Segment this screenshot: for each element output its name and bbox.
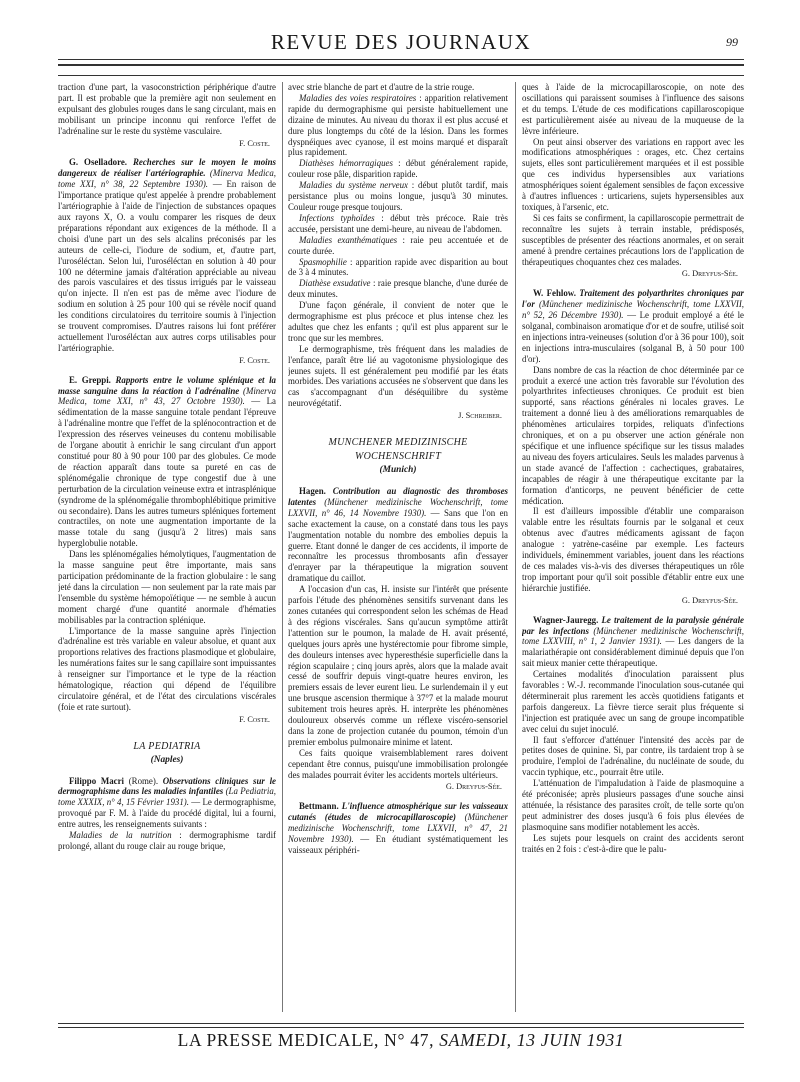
article-title: Rapports entre le volume splénique et la masse sanguine dans la réaction à l'adrénaline [58, 374, 276, 396]
footer-day: SAMEDI, [439, 1030, 517, 1050]
item-label: Diathèse exsudative [299, 278, 371, 289]
column-divider [282, 82, 283, 1012]
article-reference: (Münchener medizinische Wochenschrift, tome LXXVIII, n° 1, 2 Janvier 1931). [522, 625, 744, 647]
item-text: : dermographisme tardif prolongé, allant du rouge clair au rouge brique, [58, 830, 276, 851]
list-item [288, 257, 508, 279]
item-text: : apparition relativement rapide du dermographisme qui persiste habituellement une dizaine de minutes. Au niveau du thorax il est plus accusé et dure plus longtemps du côté de la lésion. Dans les formes dyspnéiques avec cyanose, il est moins marqué et disparaît plus rapidement. [288, 92, 508, 158]
list-item [288, 213, 508, 235]
page-footer [58, 1030, 744, 1054]
signature: F. Coste. [239, 714, 270, 724]
article-title: Traitement des polyarthrites chroniques par l'or [522, 288, 744, 310]
article-greppi [58, 375, 276, 550]
column-middle [288, 82, 508, 1014]
item-text: : début plutôt tardif, mais persistance plus ou moins longue, jusqu'à 30 minutes. Couleur rouge presque toujours. [288, 180, 508, 212]
item-label: Maladies exanthématiques [299, 234, 398, 245]
paragraph: Il est d'ailleurs impossible d'établir une comparaison valable entre les résultats fournis par le solganal et ceux obtenus avec d'autres médicaments agissant de façon analogue : yatrène-caséine par exemple. Les facteurs individuels, éminemment variables, jouent dans les réactions de ces malades vis-à-vis des diverses thérapeutiques un rôle trop important pour qu'il soit possible d'établir entre eux une hiérarchie justifiée. [522, 506, 744, 593]
item-text: : apparition rapide avec disparition au bout de 3 à 4 minutes. [288, 256, 508, 278]
article-wagner-jauregg [522, 615, 744, 670]
paragraph: Certaines modalités d'inoculation paraissent plus favorables : W.-J. recommande l'inoculation sous-cutanée qui déterminerait plus rarement les accès quotidiens fatigants et parfois dangereux. La fièvre tierce serait plus fréquente si l'injection est pratiquée avec un sang de groupe incompatible avec celui du sujet inoculé. [522, 669, 744, 734]
article-reference: (Minerva Medica, tome XXI, n° 38, 22 Septembre 1930). [58, 168, 276, 190]
footer-date: 13 JUIN 1931 [516, 1030, 625, 1050]
item-label: Infections typhoïdes [299, 212, 375, 223]
article-hagen [288, 486, 508, 584]
article-author: W. Fehlow. [533, 288, 576, 299]
item-label: Maladies de la nutrition [69, 830, 172, 841]
article-macri [58, 776, 276, 831]
section-heading: LA PEDIATRIA [133, 740, 201, 752]
article-fehlow [522, 288, 744, 364]
list-item [58, 830, 276, 852]
item-label: Maladies des voies respiratoires [299, 92, 417, 103]
item-label: Diathèses hémorragiques [299, 158, 393, 169]
section-heading: MUNCHENER MEDIZINISCHE WOCHENSCHRIFT [328, 437, 468, 463]
article-reference: (La Pediatria, tome XXXIX, n° 4, 15 Février 1931). [58, 786, 276, 808]
item-text: : raie peu accentuée et de courte durée. [288, 234, 508, 256]
article-title: Recherches sur le moyen le moins dangereux de réaliser l'artériographie. [58, 157, 276, 179]
header-rule-thick [58, 64, 744, 66]
article-title: Le traitement de la paralysie générale par les infections [522, 614, 744, 636]
item-label: Spasmophilie [299, 256, 347, 267]
article-text: — La sédimentation de la masse sanguine totale pendant l'épreuve à l'adrénaline montre que l'effet de la splénocontraction et de l'expression des réserves veineuses du contenu mobilisable de l'organe aboutit à enrichir le sang circulant d'un apport constitué pour 80 à 90 pour 100 par des globules. Ce mode de réaction apparaît dans toute sa pureté en cas de splénomégalie chronique de type congestif due à une perturbation de la circulation veineuse extra et intrasplénique (syndrome de la splénomégalie thrombophlébitique primitive ou secondaire). Dans les autres tumeurs spléniques fortement contractiles, on note une augmentation importante de la masse totale du sang (jusqu'à 2 litres) mais sans hyperglobulie notable. [58, 396, 276, 549]
item-text: : début généralement rapide, couleur rose pâle, disparition rapide. [288, 158, 508, 180]
section-subheading: (Munich) [379, 465, 417, 476]
paragraph: Si ces faits se confirment, la capillaroscopie permettrait de reconnaître les sujets à terrain instable, prédisposés, susceptibles de présenter des réactions anormales, et on serait amené à prendre certaines précautions lors de l'application de thérapeutiques choquantes chez ces malades. [522, 212, 744, 267]
item-label: Maladies du système nerveux [299, 180, 408, 191]
article-text: — En raison de l'importance pratique qu'est appelée à prendre probablement l'artériographie à l'aide de l'injection de substances opaques aux rayons X, O. a voulu comparer les risques de deux préparations répondant aux exigences de la méthode. Il a choisi d'une part un des sels alcalins préconisés par les auteurs de celle-ci, l'iodure de sodium, et, d'autre part, l'uroséléctan. Selon lui, l'uroséléctan en solution à 40 pour 100 ne détermine jamais d'altération appréciable au niveau des parois vasculaires et des tissus irrigués par le vaisseau qu'on injecte. Il n'en est pas de même avec l'iodure de sodium en solution à 25 pour 100 qui se révèle nocif quand les conditions circulatoires du territoire soumis à l'injection se trouvent compromises. D'autres raisons lui font préférer actuellement l'uroséléctan aux autres corps utilisables pour l'artériographie. [58, 179, 276, 353]
header-rule-lower [58, 75, 744, 76]
running-head-title: REVUE DES JOURNAUX [270, 30, 532, 54]
paragraph: L'importance de la masse sanguine après l'injection d'adrénaline est très variable en valeur absolue, et quant aux proportions relatives des fractions plasmodique et globulaire, les numérations faites sur le sang capillaire sont impuissantes à renseigner sur l'importance et le type de la réaction hématologique, réaction qui dépend de l'équilibre circulatoire général, et de l'état des circulations viscérales (foie et rate surtout). [58, 625, 276, 712]
article-text: — Les dangers de la malariathérapie ont considérablement diminué depuis que l'on sait mieux manier cette thérapeutique. [522, 636, 744, 669]
page-number: 99 [726, 35, 738, 49]
paragraph: Le dermographisme, très fréquent dans les maladies de l'enfance, paraît être lié au vagotonisme physiologique des jeunes sujets. Il est généralement peu modifié par les états morbides. Des variations accusées ne s'observent que dans les cas s'accompagnant d'un déséquilibre du système neurovégétatif. [288, 343, 508, 409]
column-left [58, 82, 276, 1014]
signature: G. Dreyfus-Sée. [445, 782, 502, 792]
article-reference: (Münchener medizinische Wochenschrift, tome LXXVII, n° 46, 14 Novembre 1930). [288, 496, 508, 518]
paragraph: Dans nombre de cas la réaction de choc déterminée par ce produit a exercé une action très favorable sur l'évolution des polyarthrites infectieuses chroniques. Ce produit est bien supporté, sans réactions générales ni locales graves. Le traitement a donné lieu à des améliorations remarquables de phénomènes articulaires torpides, reliquats d'infections chroniques, et on a pu observer une action générale non spécifique et une influence spécifique sur les tissus malades au niveau des foyers articulaires. Seuls les malades parvenus à un stade avancé de l'affection : cachectiques, grabataires, incapables de réagir à une thérapeutique excitante par la formation d'anticorps, ne peuvent bénéficier de cette médication. [522, 364, 744, 506]
list-item [288, 278, 508, 300]
paragraph: traction d'une part, la vasoconstriction périphérique d'autre part. Il est probable que la première agit non seulement en expulsant des globules rouges dans le sang circulant, mais en mobilisant un principe inconnu qui renforce l'effet de l'adrénaline sur le reste du système vasculaire. [58, 82, 276, 136]
list-item [288, 180, 508, 213]
article-reference: (Münchener medizinische Wochenschrift, tome LXXVII, n° 52, 26 Décembre 1930). [522, 299, 744, 321]
list-item [288, 93, 508, 158]
article-title: L'influence atmosphérique sur les vaisseaux cutanés (études de microcapillaroscopie) [288, 801, 508, 823]
list-item [288, 158, 508, 180]
article-text: — Le dermographisme, provoqué par F. M. à l'aide du procédé digital, lui a fourni, entre autres, les renseignements suivants : [58, 797, 276, 830]
article-author: Wagner-Jauregg. [533, 614, 599, 625]
list-item [288, 235, 508, 257]
article-text: — En étudiant systématiquement les vaisseaux périphéri- [288, 834, 508, 855]
article-reference: (Minerva Medica, tome XXI, n° 43, 27 Octobre 1930). [58, 385, 276, 407]
article-text: — Le produit employé a été le solganal, combinaison aromatique d'or et de soufre, utilisé soit en injections intra-veineuses (solution d'or à 36 pour 100), soit en injections intra-musculaires (solganal B, à 50 pour 100 d'or). [522, 310, 744, 364]
article-author: G. Oselladore. [69, 157, 128, 168]
signature: G. Dreyfus-Sée. [681, 595, 738, 605]
signature: F. Coste. [239, 138, 270, 148]
paragraph: Ces faits quoique vraisemblablement rares doivent cependant être connus, puisqu'une immobilisation prolongée des malades pourrait éviter les accidents mortels ultérieurs. [288, 747, 508, 780]
article-bettmann [288, 801, 508, 856]
paragraph: L'atténuation de l'impaludation à l'aide de plasmoquine a été préconisée; après plusieurs passages d'une souche ainsi atténuée, la résistance des parasites croît, de telle sorte qu'on peut administrer des doses jusqu'à 6 fois plus élevées de plasmoquine sans modifier notablement les accès. [522, 778, 744, 832]
paragraph: avec strie blanche de part et d'autre de la strie rouge. [288, 82, 475, 92]
column-divider [515, 82, 516, 1012]
paragraph: Les sujets pour lesquels on craint des accidents seront traités en 2 fois : c'est-à-dire que le palu- [522, 832, 744, 854]
paragraph: Dans les splénomégalies hémolytiques, l'augmentation de la masse sanguine peut être importante, mais sans participation prédominante de la fraction globulaire : le sang jeté dans la circulation — non seulement par la rate mais par l'ensemble du système hémopoïétique — ne semble à aucun moment chargé d'une quantité anormale d'hématies mobilisables par la contraction splénique. [58, 549, 276, 625]
section-subheading: (Naples) [150, 754, 184, 765]
column-right [522, 82, 744, 1014]
article-author: E. Greppi. [69, 374, 111, 385]
paragraph: Il faut s'efforcer d'atténuer l'intensité des accès par de petites doses de quinine. Si, par contre, ils tardaient trop à se produire, l'emploi de l'adrénaline, du nucléinate de soude, du vaccin typhique, etc., pourrait être utile. [522, 734, 744, 778]
article-author: Filippo Macri [69, 775, 124, 786]
article-text: — Sans que l'on en sache exactement la cause, on a constaté dans tous les pays l'augmentation notable du nombre des embolies depuis la guerre. Etant donné le danger de ces accidents, il importe de reconnaître les processus thrombosants afin d'essayer d'enrayer par la thérapeutique la migration souvent dramatique du caillot. [288, 507, 508, 584]
paragraph: On peut ainsi observer des variations en rapport avec les modifications atmosphériques : orages, etc. Chez certains sujets, elles sont particulièrement marquées et il est possible que ces individus hypersensibles aux variations atmosphériques soient également sensibles de façon excessive à d'autres influences : urticariens, sujets hypersensibles aux toxiques, à l'arsenic, etc. [522, 136, 744, 212]
signature: G. Dreyfus-Sée. [681, 269, 738, 279]
item-text: : début très précoce. Raie très accusée, persistant une demi-heure, au niveau de l'abdomen. [288, 212, 508, 234]
footer-rule [58, 1027, 744, 1028]
article-oselladore [58, 157, 276, 353]
article-title: Observations cliniques sur le dermographisme dans les maladies infantiles [58, 775, 276, 797]
item-text: : raie presque blanche, d'une durée de deux minutes. [288, 278, 508, 300]
header-rule [58, 59, 744, 60]
paragraph: ques à l'aide de la microcapillaroscopie, on note des oscillations qui paraissent soumises à l'influence des saisons et du temps. L'étude de ces modifications capillaroscopique est particulièrement aisée au niveau de la muqueuse de la lèvre inférieure. [522, 82, 744, 136]
article-author: Bettmann. [299, 801, 339, 812]
article-author: Hagen. [299, 486, 326, 496]
article-reference: (Münchener medizinische Wochenschrift, tome LXXVII, n° 47, 21 Novembre 1930). [288, 812, 508, 845]
signature: F. Coste. [239, 355, 270, 365]
article-title: Contribution au diagnostic des thromboses latentes [288, 486, 508, 507]
author-place: (Rome). [124, 775, 163, 786]
footer-journal: LA PRESSE MEDICALE, N° 47, [177, 1030, 440, 1050]
paragraph: D'une façon générale, il convient de noter que le dermographisme est plus précoce et plus intense chez les adultes que chez les enfants ; qu'il est plus apparent sur le tronc que sur les membres. [288, 300, 508, 343]
footer-rule [58, 1023, 744, 1024]
signature: J. Schreiber. [458, 411, 502, 421]
paragraph: A l'occasion d'un cas, H. insiste sur l'intérêt que présente parfois l'étude des phénomènes sensitifs survenant dans les zones cutanées qui correspondent selon les schémas de Head à des régions viscérales. Sans qu'aucun symptôme attirât l'attention sur le poumon, la malade de H. avait présenté, quelques jours après une hystérectomie pour fibrome simple, des douleurs intenses avec hyperesthésie superficielle dans la région scapulaire ; cinq jours après, alors que la malade avait cessé de souffrir depuis vingt-quatre heures environ, les premiers essais de lever eurent lieu. Le surlendemain il y eut une brusque ascension thermique à 37°7 et la malade mourut subitement trois heures après. H. interprète les phénomènes douloureux observés comme un réflexe viscéro-sensoriel dans la zone de projection cutanée du poumon, témoin d'un premier embolus pulmonaire minime et latent. [288, 584, 508, 747]
